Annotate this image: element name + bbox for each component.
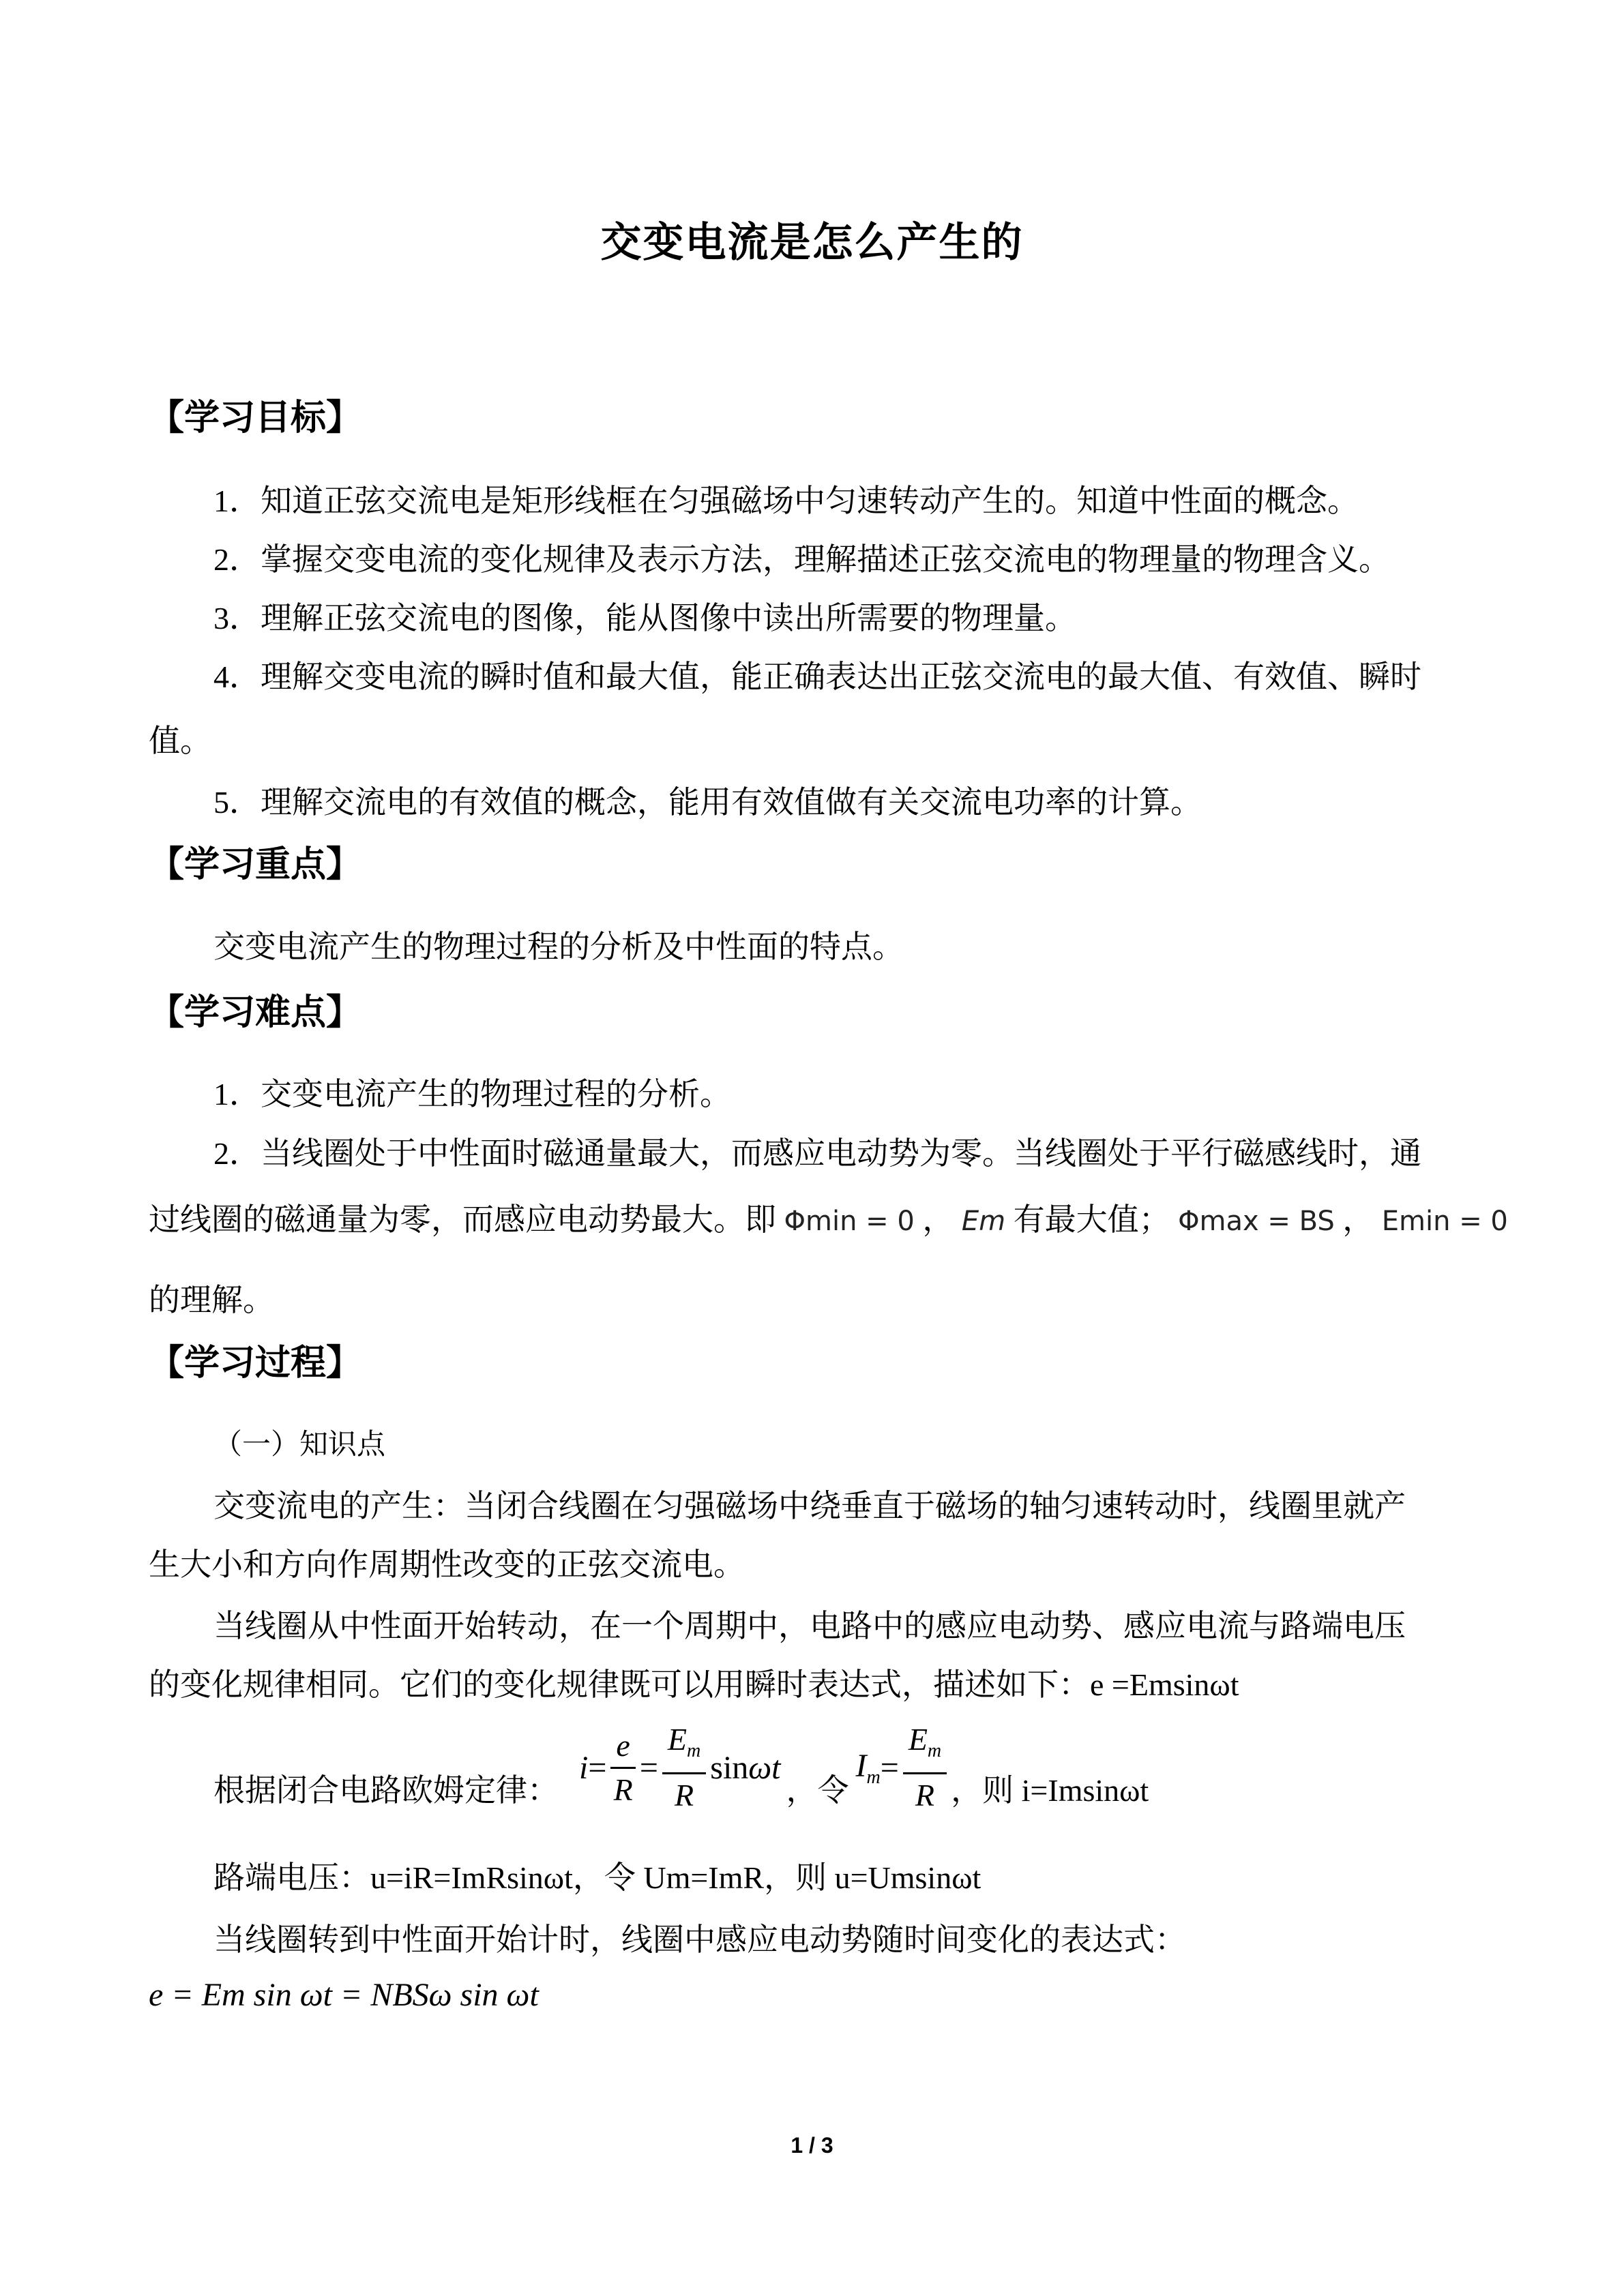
formula-eq: =: [588, 1749, 607, 1786]
numerator-em: [662, 1718, 706, 1774]
paragraph-2-line2: 的变化规律相同。它们的变化规律既可以用瞬时表达式，描述如下：e =Emsinωt: [149, 1667, 1239, 1702]
difficulty-item-2-line1: 2．当线圈处于中性面时磁通量最大，而感应电动势为零。当线圈处于平行磁感线时，通: [213, 1136, 1421, 1171]
fraction-em-over-r: [662, 1718, 706, 1817]
denominator-r: R: [915, 1778, 935, 1813]
em-subscript: m: [687, 1740, 701, 1761]
process-heading: 【学习过程】: [149, 1343, 362, 1384]
fraction-em-over-r-2: [903, 1718, 947, 1817]
paragraph-2-line1: 当线圈从中性面开始转动，在一个周期中，电路中的感应电动势、感应电流与路端电压: [213, 1609, 1406, 1643]
im-subscript: m: [866, 1766, 881, 1788]
denominator-r: R: [675, 1778, 694, 1813]
ohm-law-label: 根据闭合电路欧姆定律：: [213, 1773, 559, 1808]
formula-phi-max: Φmax = BS: [1178, 1206, 1335, 1237]
objective-item-5: 5．理解交流电的有效值的概念，能用有效值做有关交流电功率的计算。: [213, 785, 1202, 820]
page-number: 1 / 3: [791, 2133, 833, 2158]
comma: ，: [922, 1202, 954, 1237]
terminal-voltage-line: 路端电压：u=iR=ImRsinωt，令 Um=ImR，则 u=Umsinωt: [213, 1860, 981, 1895]
formula-eq: =: [639, 1749, 658, 1786]
difficulty-item-2-line3: 的理解。: [149, 1283, 274, 1317]
formula-eq: =: [880, 1749, 899, 1786]
formula-e-min: Emin = 0: [1381, 1206, 1508, 1237]
em-letter: E: [667, 1722, 688, 1757]
ling-text: ，令: [786, 1773, 849, 1808]
then-text: ，则 i=Imsinωt: [951, 1773, 1149, 1808]
difficulty-item-2-line2: [149, 1195, 1508, 1240]
knowledge-subheading: （一）知识点: [213, 1429, 386, 1461]
comma: ，: [1342, 1202, 1374, 1237]
objectives-heading: 【学习目标】: [149, 398, 362, 438]
sin-function: sin: [710, 1749, 749, 1786]
em-letter: E: [908, 1722, 928, 1757]
numerator-em: [903, 1718, 947, 1774]
difficulty-item-1: 1．交变电流产生的物理过程的分析。: [213, 1077, 731, 1112]
has-max-text: 有最大值；: [1013, 1202, 1170, 1237]
difficulty-item-2-text: 过线圈的磁通量为零，而感应电动势最大。即: [149, 1202, 776, 1237]
im-letter: [856, 1747, 881, 1789]
em-subscript: m: [927, 1740, 942, 1761]
ohm-law-line: [213, 1718, 1149, 1817]
formula-i: i: [579, 1749, 589, 1786]
denominator-r: R: [613, 1772, 633, 1807]
objective-item-3: 3．理解正弦交流电的图像，能从图像中读出所需要的物理量。: [213, 601, 1076, 636]
final-formula: e = Em sin ωt = NBSω sin ωt: [149, 1977, 539, 2013]
fraction-e-over-r: [610, 1725, 635, 1811]
page-title: 交变电流是怎么产生的: [600, 219, 1024, 267]
objective-item-1: 1．知道正弦交流电是矩形线框在匀强磁场中匀速转动产生的。知道中性面的概念。: [213, 483, 1359, 518]
paragraph-1-line1: 交变流电的产生：当闭合线圈在匀强磁场中绕垂直于磁场的轴匀速转动时，线圈里就产: [213, 1489, 1406, 1523]
neutral-plane-line: 当线圈转到中性面开始计时，线圈中感应电动势随时间变化的表达式：: [213, 1922, 1186, 1957]
objective-item-4-cont: 值。: [149, 724, 211, 758]
key-points-heading: 【学习重点】: [149, 844, 362, 885]
paragraph-1-line2: 生大小和方向作周期性改变的正弦交流电。: [149, 1547, 745, 1582]
objective-item-2: 2．掌握交变电流的变化规律及表示方法，理解描述正弦交流电的物理量的物理含义。: [213, 542, 1390, 577]
i-letter: I: [855, 1747, 867, 1784]
formula-em: Em: [961, 1206, 1006, 1237]
numerator-e: e: [610, 1725, 635, 1769]
key-points-text: 交变电流产生的物理过程的分析及中性面的特点。: [213, 929, 904, 964]
objective-item-4: 4．理解交变电流的瞬时值和最大值，能正确表达出正弦交流电的最大值、有效值、瞬时: [213, 659, 1421, 694]
omega-t: ωt: [748, 1749, 781, 1786]
difficulties-heading: 【学习难点】: [149, 992, 362, 1033]
formula-phi-min: Φmin = 0: [784, 1206, 915, 1237]
